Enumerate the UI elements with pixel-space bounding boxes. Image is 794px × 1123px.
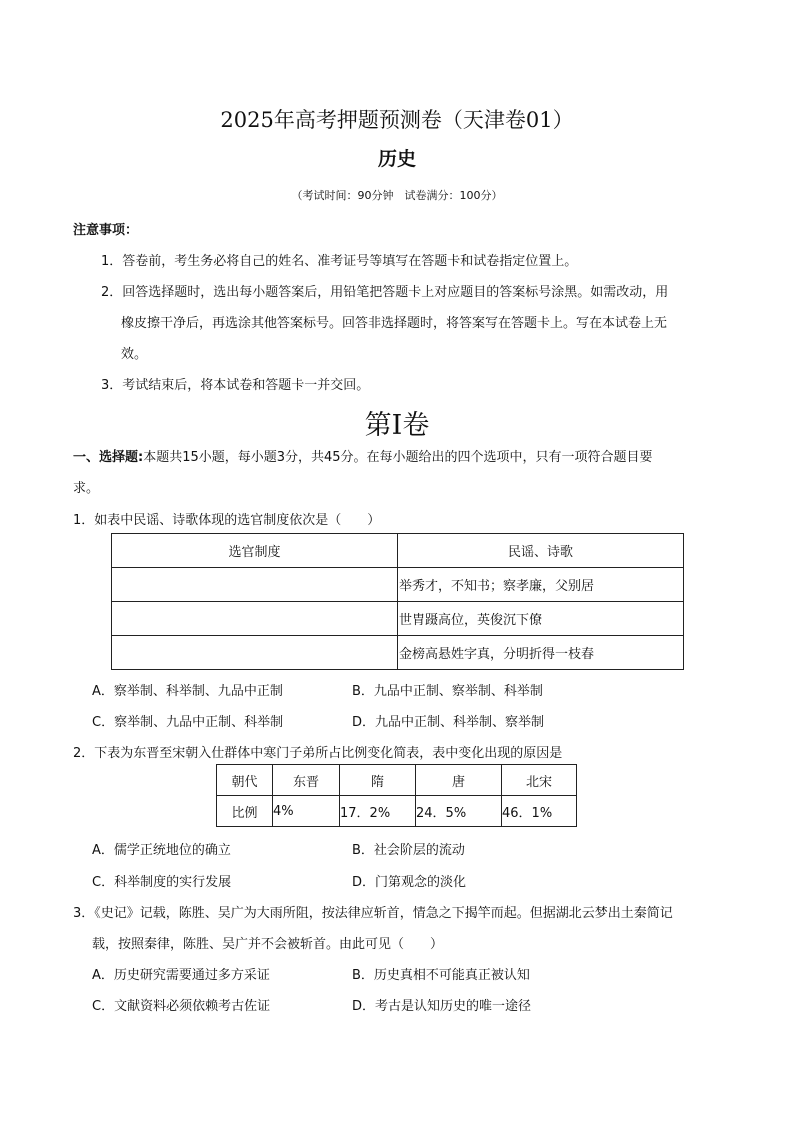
subject-title: 历史 bbox=[377, 148, 416, 170]
table-cell: 举秀才，不知书；察孝廉，父别居 bbox=[398, 568, 684, 602]
table-cell: 17．2% bbox=[340, 796, 416, 827]
table-row bbox=[217, 765, 577, 796]
table-row bbox=[112, 602, 684, 636]
table-cell: 4% bbox=[273, 796, 340, 827]
table-header-cell: 民谣、诗歌 bbox=[398, 534, 684, 568]
table-header-cell: 东晋 bbox=[273, 765, 340, 796]
option-a: A．历史研究需要通过多方采证 bbox=[92, 968, 270, 983]
notice-item: 1．答卷前，考生务必将自己的姓名、准考证号等填写在答题卡和试卷指定位置上。 bbox=[101, 254, 578, 269]
notice-item: 2．回答选择题时，选出每小题答案后，用铅笔把答题卡上对应题目的答案标号涂黑。如需改动，用 bbox=[101, 285, 669, 300]
table-cell: 24．5% bbox=[416, 796, 502, 827]
option-c: C．文献资料必须依赖考古佐证 bbox=[92, 999, 271, 1014]
option-d: D．门第观念的淡化 bbox=[352, 875, 467, 890]
table-header-cell: 隋 bbox=[340, 765, 416, 796]
section-intro-label: 一、选择题: bbox=[73, 450, 144, 465]
question-2-table bbox=[216, 764, 577, 827]
table-header-cell: 北宋 bbox=[502, 765, 577, 796]
table-cell: 金榜高悬姓字真，分明折得一枝春 bbox=[398, 636, 684, 670]
part-title: 第Ⅰ卷 bbox=[364, 410, 430, 441]
section-intro bbox=[73, 446, 653, 465]
section-intro-cont: 求。 bbox=[73, 481, 100, 496]
option-b: B．社会阶层的流动 bbox=[352, 843, 465, 858]
exam-title: 2025年高考押题预测卷（天津卷01） bbox=[220, 108, 574, 132]
option-a: A．察举制、科举制、九品中正制 bbox=[92, 684, 283, 699]
question-2-stem: 2．下表为东晋至宋朝入仕群体中寒门子弟所占比例变化简表，表中变化出现的原因是 bbox=[73, 746, 563, 761]
option-d: D．考古是认知历史的唯一途径 bbox=[352, 999, 532, 1014]
notice-item: 3．考试结束后，将本试卷和答题卡一并交回。 bbox=[101, 378, 370, 393]
table-cell: 世胄蹑高位，英俊沉下僚 bbox=[398, 602, 684, 636]
table-row bbox=[217, 796, 577, 827]
option-b: B．历史真相不可能真正被认知 bbox=[352, 968, 530, 983]
table-cell: 46．1% bbox=[502, 796, 577, 827]
question-1-table bbox=[111, 533, 684, 670]
table-row bbox=[112, 568, 684, 602]
table-header-cell: 选官制度 bbox=[112, 534, 398, 568]
notice-heading: 注意事项： bbox=[73, 223, 139, 238]
question-3-stem: 3．《史记》记载，陈胜、吴广为大雨所阻，按法律应斩首，情急之下揭竿而起。但据湖北云梦出土秦简记 bbox=[73, 906, 673, 921]
notice-item: 橡皮擦干净后，再选涂其他答案标号。回答非选择题时，将答案写在答题卡上。写在本试卷上无 bbox=[121, 316, 668, 331]
table-cell bbox=[112, 636, 398, 670]
table-cell bbox=[112, 602, 398, 636]
option-c: C．科举制度的实行发展 bbox=[92, 875, 232, 890]
question-1-stem: 1．如表中民谣、诗歌体现的选官制度依次是（ ） bbox=[73, 513, 381, 528]
exam-info: （考试时间：90分钟 试卷满分：100分） bbox=[291, 189, 503, 202]
table-cell bbox=[112, 568, 398, 602]
option-d: D．九品中正制、科举制、察举制 bbox=[352, 715, 545, 730]
option-a: A．儒学正统地位的确立 bbox=[92, 843, 231, 858]
question-3-stem-cont: 载，按照秦律，陈胜、吴广并不会被斩首。由此可见（ ） bbox=[92, 937, 444, 952]
table-header-cell: 唐 bbox=[416, 765, 502, 796]
section-intro-text: 本题共15小题，每小题3分，共45分。在每小题给出的四个选项中，只有一项符合题目要 bbox=[143, 450, 653, 465]
option-b: B．九品中正制、察举制、科举制 bbox=[352, 684, 543, 699]
table-header-cell: 朝代 bbox=[217, 765, 273, 796]
notice-item: 效。 bbox=[121, 347, 148, 362]
table-row bbox=[112, 636, 684, 670]
table-cell: 比例 bbox=[217, 796, 273, 827]
option-c: C．察举制、九品中正制、科举制 bbox=[92, 715, 284, 730]
